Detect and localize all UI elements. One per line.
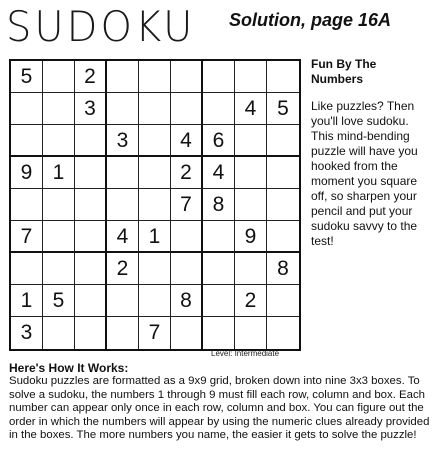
sudoku-cell-r9-c1[interactable]: 3: [11, 317, 43, 349]
sudoku-cell-r4-c5[interactable]: [139, 157, 171, 189]
sudoku-cell-r9-c3[interactable]: [75, 317, 107, 349]
sudoku-cell-r8-c3[interactable]: [75, 285, 107, 317]
sudoku-cell-r7-c7[interactable]: [203, 253, 235, 285]
sudoku-cell-r3-c2[interactable]: [43, 125, 75, 157]
sudoku-cell-r7-c9[interactable]: 8: [267, 253, 299, 285]
sudoku-cell-r8-c9[interactable]: [267, 285, 299, 317]
sudoku-cell-r6-c7[interactable]: [203, 221, 235, 253]
difficulty-level: Level: Intermediate: [211, 349, 280, 358]
sudoku-cell-r2-c4[interactable]: [107, 93, 139, 125]
sudoku-cell-r1-c1[interactable]: 5: [11, 61, 43, 93]
sudoku-cell-r1-c4[interactable]: [107, 61, 139, 93]
solution-reference: Solution, page 16A: [229, 10, 392, 30]
sudoku-cell-r8-c2[interactable]: 5: [43, 285, 75, 317]
sudoku-cell-r1-c7[interactable]: [203, 61, 235, 93]
sudoku-cell-r6-c9[interactable]: [267, 221, 299, 253]
sudoku-cell-r4-c6[interactable]: 2: [171, 157, 203, 189]
sudoku-cell-r1-c2[interactable]: [43, 61, 75, 93]
sidebar-title: Fun By The Numbers: [311, 57, 377, 86]
sudoku-cell-r1-c9[interactable]: [267, 61, 299, 93]
sudoku-cell-r7-c5[interactable]: [139, 253, 171, 285]
sudoku-cell-r1-c6[interactable]: [171, 61, 203, 93]
sudoku-cell-r8-c4[interactable]: [107, 285, 139, 317]
sudoku-cell-r9-c8[interactable]: [235, 317, 267, 349]
sudoku-cell-r7-c4[interactable]: 2: [107, 253, 139, 285]
sudoku-cell-r1-c3[interactable]: 2: [75, 61, 107, 93]
sudoku-cell-r6-c2[interactable]: [43, 221, 75, 253]
sudoku-cell-r7-c1[interactable]: [11, 253, 43, 285]
sudoku-cell-r9-c2[interactable]: [43, 317, 75, 349]
sudoku-cell-r6-c1[interactable]: 7: [11, 221, 43, 253]
sudoku-cell-r1-c8[interactable]: [235, 61, 267, 93]
sudoku-cell-r9-c5[interactable]: 7: [139, 317, 171, 349]
sudoku-cell-r8-c7[interactable]: [203, 285, 235, 317]
sudoku-cell-r3-c1[interactable]: [11, 125, 43, 157]
sudoku-cell-r4-c7[interactable]: 4: [203, 157, 235, 189]
sudoku-cell-r5-c7[interactable]: 8: [203, 189, 235, 221]
sudoku-cell-r6-c4[interactable]: 4: [107, 221, 139, 253]
sudoku-cell-r2-c9[interactable]: 5: [267, 93, 299, 125]
instructions-body: Sudoku puzzles are formatted as a 9x9 grid, broken down into nine 3x3 boxes. To solve a sudoku, the numbers 1 through 9 must fill each row, column and box. Each number can appear only once in each row, column and box. You can figure out the order in which the numbers will appear by using the numeric clues already provided in the boxes. The more numbers you name, the easier it gets to solve the puzzle!: [9, 375, 430, 442]
sudoku-cell-r5-c8[interactable]: [235, 189, 267, 221]
sudoku-cell-r5-c5[interactable]: [139, 189, 171, 221]
sudoku-cell-r7-c3[interactable]: [75, 253, 107, 285]
sudoku-cell-r1-c5[interactable]: [139, 61, 171, 93]
sudoku-cell-r5-c2[interactable]: [43, 189, 75, 221]
sudoku-cell-r5-c6[interactable]: 7: [171, 189, 203, 221]
sudoku-grid: [9, 59, 301, 351]
sudoku-cell-r4-c9[interactable]: [267, 157, 299, 189]
sudoku-cell-r7-c8[interactable]: [235, 253, 267, 285]
sudoku-cell-r5-c4[interactable]: [107, 189, 139, 221]
sudoku-cell-r6-c5[interactable]: 1: [139, 221, 171, 253]
sudoku-cell-r4-c2[interactable]: 1: [43, 157, 75, 189]
sudoku-cell-r3-c9[interactable]: [267, 125, 299, 157]
sudoku-cell-r8-c8[interactable]: 2: [235, 285, 267, 317]
sudoku-cell-r8-c5[interactable]: [139, 285, 171, 317]
sudoku-cell-r7-c2[interactable]: [43, 253, 75, 285]
sudoku-cell-r3-c5[interactable]: [139, 125, 171, 157]
sudoku-cell-r2-c3[interactable]: 3: [75, 93, 107, 125]
sudoku-cell-r6-c3[interactable]: [75, 221, 107, 253]
sudoku-cell-r9-c4[interactable]: [107, 317, 139, 349]
sudoku-cell-r4-c8[interactable]: [235, 157, 267, 189]
sudoku-cell-r7-c6[interactable]: [171, 253, 203, 285]
sudoku-cell-r3-c7[interactable]: 6: [203, 125, 235, 157]
sudoku-cell-r3-c3[interactable]: [75, 125, 107, 157]
sudoku-cell-r6-c6[interactable]: [171, 221, 203, 253]
sudoku-cell-r3-c4[interactable]: 3: [107, 125, 139, 157]
sudoku-cell-r2-c8[interactable]: 4: [235, 93, 267, 125]
sudoku-cell-r4-c4[interactable]: [107, 157, 139, 189]
sudoku-title: SUDOKU: [6, 3, 196, 52]
sudoku-cell-r3-c6[interactable]: 4: [171, 125, 203, 157]
sudoku-cell-r2-c6[interactable]: [171, 93, 203, 125]
sudoku-cell-r4-c1[interactable]: 9: [11, 157, 43, 189]
sudoku-cell-r2-c7[interactable]: [203, 93, 235, 125]
sudoku-cell-r4-c3[interactable]: [75, 157, 107, 189]
instructions-title: Here's How It Works:: [9, 361, 129, 375]
sudoku-cell-r9-c7[interactable]: [203, 317, 235, 349]
sudoku-cell-r9-c6[interactable]: [171, 317, 203, 349]
sudoku-cell-r5-c1[interactable]: [11, 189, 43, 221]
sudoku-cell-r2-c5[interactable]: [139, 93, 171, 125]
sudoku-cell-r5-c3[interactable]: [75, 189, 107, 221]
sudoku-cell-r2-c1[interactable]: [11, 93, 43, 125]
sudoku-cell-r8-c1[interactable]: 1: [11, 285, 43, 317]
sidebar-body: Like puzzles? Then you'll love sudoku. This mind-bending puzzle will have you hooked from the moment you square off, so sharpen your pencil and put your sudoku savvy to the test!: [311, 99, 418, 248]
sudoku-cell-r2-c2[interactable]: [43, 93, 75, 125]
sudoku-cell-r9-c9[interactable]: [267, 317, 299, 349]
sudoku-cell-r8-c6[interactable]: 8: [171, 285, 203, 317]
sudoku-cell-r6-c8[interactable]: 9: [235, 221, 267, 253]
sudoku-cell-r5-c9[interactable]: [267, 189, 299, 221]
sudoku-cell-r3-c8[interactable]: [235, 125, 267, 157]
